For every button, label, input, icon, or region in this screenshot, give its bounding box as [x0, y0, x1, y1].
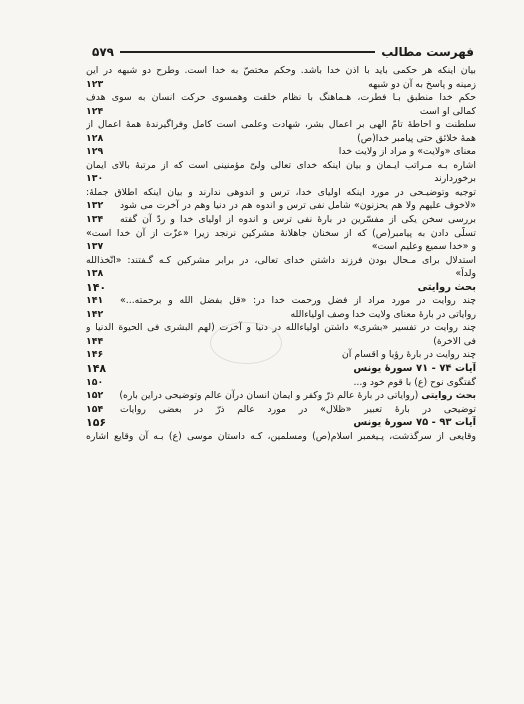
toc-entry	[86, 403, 476, 417]
toc-entry-text: تسلّی دادن به پیامبر(ص) که از سخنان جاهلانهٔ مشرکین نرنجد زیرا «عزّت از آن خدا است»	[86, 227, 476, 239]
toc-entry	[86, 321, 476, 335]
toc-list	[86, 64, 476, 443]
toc-page-number: ۱۴۶	[86, 349, 104, 361]
toc-entry-text: «لاخوف علیهم ولا هم یحزنون» شامل نفی ترس و اندوه هم در دنیا وهم در آخرت می شود	[120, 200, 476, 212]
toc-page-number: ۱۵۰	[86, 376, 104, 388]
toc-entry	[86, 159, 476, 173]
toc-page-number: ۱۳۷	[86, 241, 104, 253]
page-number: ۵۷۹	[92, 45, 114, 59]
toc-entry	[86, 132, 476, 146]
toc-entry-text: چند روایت در بارهٔ رؤیا و اقسام آن	[341, 349, 476, 361]
toc-entry	[86, 335, 476, 349]
toc-entry-text: توجیه وتوضیـحی در مورد اینکه اولیای خدا، ترس و اندوهی ندارند و بیان اینکه اطلاق جملهٔ:	[86, 186, 476, 198]
toc-entry-text: آیات ۹۳ - ۷۵ سورهٔ یونس	[353, 417, 476, 429]
toc-entry-text: اشاره بـه مـراتب ایـمان و بیان اینکه خدای تعالی ولیّ مؤمنینی است که از مرتبهٔ بالای ایمان	[86, 159, 476, 171]
toc-entry	[86, 267, 476, 281]
toc-entry	[86, 389, 476, 403]
toc-entry	[86, 308, 476, 322]
toc-page-number: ۱۴۲	[86, 308, 104, 320]
toc-entry	[86, 227, 476, 241]
toc-entry	[86, 91, 476, 105]
toc-entry-text: روایاتی در بارهٔ معنای ولایت خدا وصف اولیاءالله	[290, 308, 476, 320]
toc-entry-text: بیان اینکه هر حکمی باید با اذن خدا باشد. وحکم مختصّ به خدا است. وطرح دو شبهه در این	[86, 65, 476, 76]
toc-entry-text: استدلال برای مـحال بودن فرزند داشتن خدای تعالی، در برابر مشرکین کـه گـفتند: «اتّخذالله	[86, 254, 476, 266]
toc-entry-text: همهٔ خلائق حتی پیامبر خدا(ص)	[357, 132, 476, 144]
toc-entry	[86, 199, 476, 213]
toc-page-number: ۱۵۶	[86, 416, 107, 430]
toc-entry	[86, 105, 476, 119]
toc-page-number: ۱۳۲	[86, 200, 104, 212]
toc-entry-text: فی الاخرة)	[433, 335, 476, 347]
toc-page-number: ۱۵۲	[86, 390, 104, 402]
page-title: فهرست مطالب	[381, 45, 474, 59]
toc-entry-text: زمینه و پاسخ به آن دو شبهه	[368, 78, 476, 90]
toc-entry-text: گفتگوی نوح (ع) با قوم خود و...	[353, 376, 476, 388]
toc-page-number: ۱۳۴	[86, 214, 104, 226]
toc-entry-text: معنای «ولایت» و مراد از ولایت خدا	[338, 146, 476, 158]
toc-entry-text: حکم خدا منطبق بـا فطرت، هـماهنگ با نظام خلقت وهمسوی حرکت انسان به سوی هدف	[86, 92, 476, 104]
toc-entry-text: چند روایت در مورد مراد از فضل ورحمت خدا در: «قل بفضل الله و برحمته...»	[120, 295, 476, 307]
toc-entry	[86, 172, 476, 186]
toc-entry	[86, 213, 476, 227]
toc-entry	[86, 186, 476, 200]
toc-entry	[86, 430, 476, 444]
toc-entry-text: بررسی سخن یکی از مفسّرین در بارهٔ نفی ترس و اندوه از اولیای خدا و ردّ آن گفته	[120, 214, 476, 226]
toc-page-number: ۱۳۰	[86, 173, 104, 185]
toc-page-number: ۱۴۰	[86, 280, 107, 294]
toc-entry-text: کمالی او است	[419, 105, 476, 117]
page-header	[92, 44, 474, 60]
toc-page-number: ۱۳۸	[86, 268, 104, 280]
toc-entry	[86, 240, 476, 254]
toc-page-number: ۱۲۹	[86, 146, 104, 158]
toc-entry-text: چند روایت در تفسیر «بشری» داشتن اولیاءالله در دنیا و آخرت (لهم البشری فی الحیوة الدنیا و	[86, 322, 476, 334]
toc-entry	[86, 348, 476, 362]
toc-section-heading	[86, 362, 476, 376]
toc-page-number: ۱۴۱	[86, 295, 104, 307]
toc-entry	[86, 118, 476, 132]
toc-entry-text: و «خدا سمیع وعلیم است»	[371, 241, 476, 253]
toc-page-number: ۱۲۸	[86, 132, 104, 144]
toc-entry-text: سلطنت و احاطهٔ تامّ الهی بر اعمال بشر، شهادت وعلمی است کامل وفراگیرندهٔ همهٔ اعمال از	[86, 119, 476, 131]
toc-entry-text: توضیحی در بارهٔ تعبیر «ظلال» در مورد عالم ذرّ در بعضی روایات	[120, 403, 476, 415]
toc-entry-text: آیات ۷۴ - ۷۱ سورهٔ یونس	[353, 363, 476, 375]
toc-entry-text: بحث روایتی	[417, 281, 476, 293]
toc-page-number: ۱۲۳	[86, 78, 104, 90]
toc-entry	[86, 64, 476, 78]
toc-entry-text: برخوردارند	[434, 173, 476, 185]
toc-entry	[86, 376, 476, 390]
toc-entry	[86, 145, 476, 159]
toc-page-number: ۱۵۴	[86, 403, 104, 415]
toc-entry	[86, 78, 476, 92]
toc-page-number: ۱۲۴	[86, 105, 104, 117]
toc-section-heading	[86, 281, 476, 295]
header-rule	[120, 51, 375, 53]
toc-section-heading	[86, 416, 476, 430]
toc-page-number: ۱۴۴	[86, 335, 104, 347]
toc-entry	[86, 254, 476, 268]
toc-entry-text: ولداً»	[455, 268, 476, 280]
toc-entry-text: وقایعی از سرگذشت، پـیغمبر اسلام(ص) ومسلمین، کـه داستان موسی (ع) بـه آن وقایع اشاره	[86, 430, 476, 442]
toc-page-number: ۱۴۸	[86, 362, 107, 376]
toc-entry-text: بحث روایتی (روایاتی در بارهٔ عالم ذرّ وکفر و ایمان انسان درآن عالم وتوضیحی دراین باره)	[119, 390, 476, 402]
toc-entry	[86, 294, 476, 308]
